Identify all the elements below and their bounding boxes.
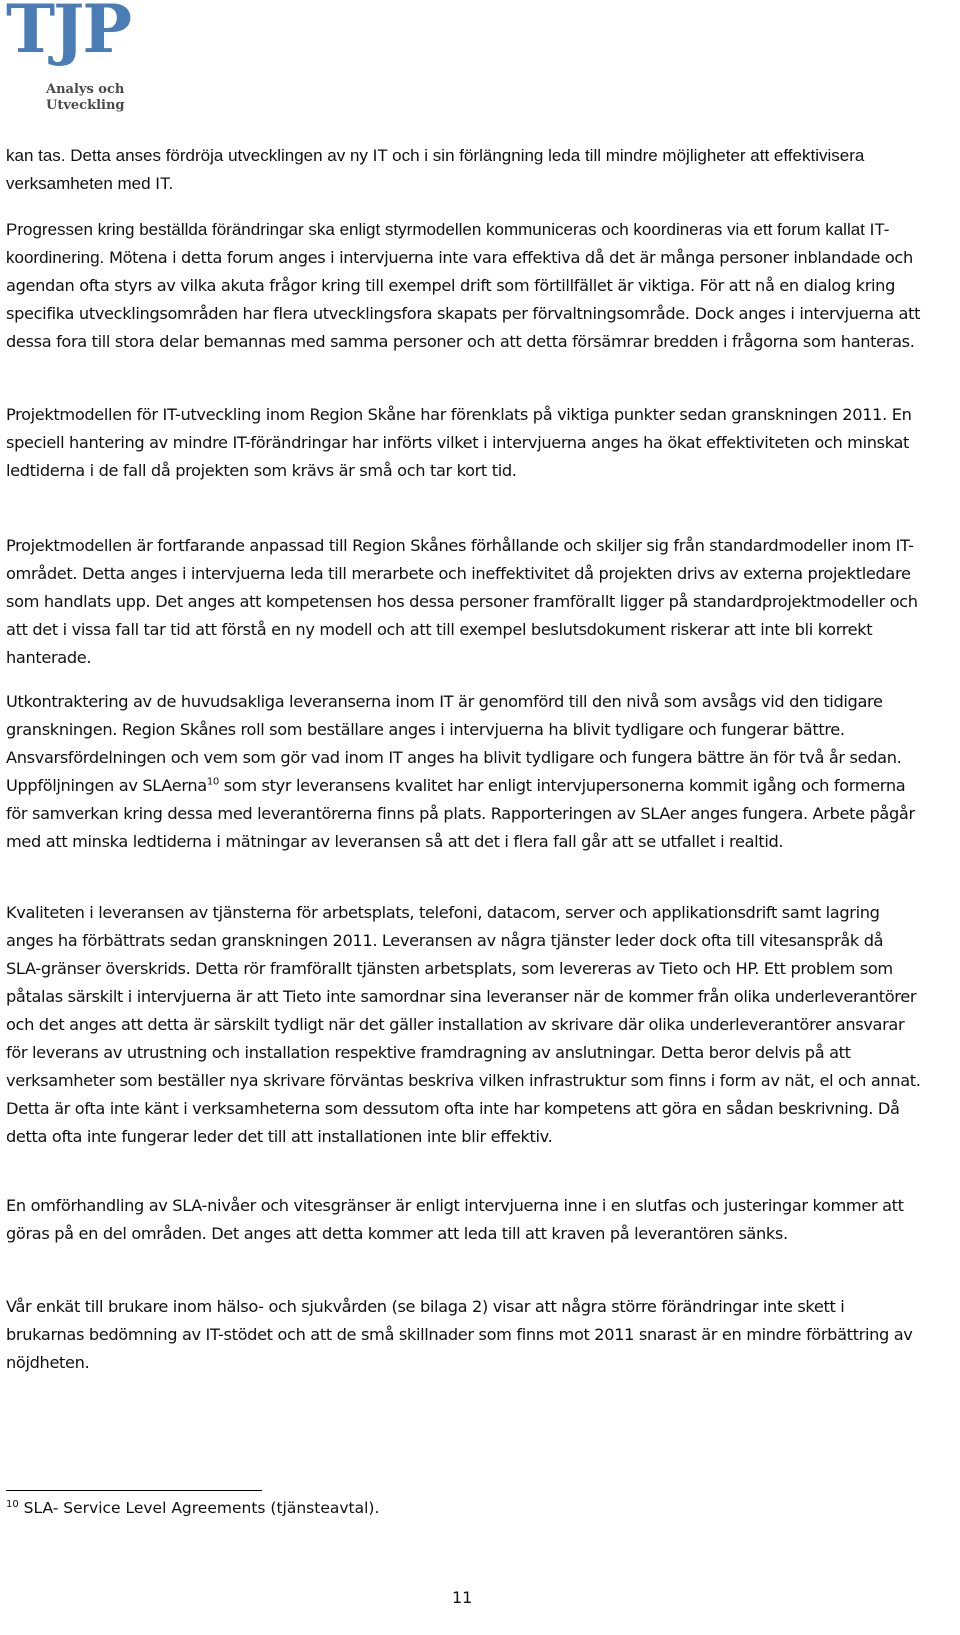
paragraph-7: En omförhandling av SLA-nivåer och vitesgränser är enligt intervjuerna inne i en slutfas och justeringar kommer att göras på en del områden. Det anges att detta kommer att leda till att kraven på leverantören sänks. xyxy=(6,1196,904,1243)
footnote-number: 10 xyxy=(6,1498,19,1510)
footnote xyxy=(6,1499,379,1517)
paragraph-2 xyxy=(6,216,922,356)
footnote-text: SLA- Service Level Agreements (tjänsteavtal). xyxy=(18,1499,380,1517)
logo-subtitle xyxy=(46,82,125,114)
paragraph-1: kan tas. Detta anses fördröja utvecklingen av ny IT och i sin förlängning leda till mindre möjligheter att effektivisera verksamheten med IT. xyxy=(6,146,865,193)
page-number: 11 xyxy=(452,1588,473,1607)
paragraph-4: Projektmodellen är fortfarande anpassad till Region Skånes förhållande och skiljer sig från standardmodeller inom IT-området. Detta anges i intervjuerna leda till merarbete och ineffektivitet då projekten drivs av externa projektledare som handlats upp. Det anges att kompetensen hos dessa personer framförallt ligger på standardprojektmodeller och att det i vissa fall tar tid att förstå en ny modell och att till exempel beslutsdokument riskerar att inte bli korrekt hanterade. xyxy=(6,536,918,667)
logo-brand: TJP xyxy=(6,0,130,68)
paragraph-5-part-a: Utkontraktering av de huvudsakliga leveranserna inom IT är genomförd till den nivå som avsågs vid den tidigare granskningen. Region Skånes roll som beställare anges i intervjuerna ha blivit tydligare och fungerar bättre. Ansvarsfördelningen och vem som gör vad inom IT anges ha blivit tydligare och fungera bättre än för två år sedan. Uppföljningen av SLAerna xyxy=(6,692,902,795)
logo-line-2: Utveckling xyxy=(46,98,125,113)
paragraph-2-part-a: Progressen kring beställda förändringar ska enligt styrmodellen kommuniceras och koordineras via ett forum kallat IT-koordinering. xyxy=(6,220,890,267)
footnote-reference: 10 xyxy=(206,776,219,788)
tjp-logo xyxy=(6,0,130,116)
paragraph-6: Kvaliteten i leveransen av tjänsterna för arbetsplats, telefoni, datacom, server och applikationsdrift samt lagring anges ha förbättrats sedan granskningen 2011. Leveransen av några tjänster leder dock ofta till vitesanspråk då SLA-gränser överskrids. Detta rör framförallt tjänsten arbetsplats, som levereras av Tieto och HP. Ett problem som påtalas särskilt i intervjuerna är att Tieto inte samordnar sina leveranser när de kommer från olika underleverantörer och det anges att detta är särskilt tydligt när det gäller installation av skrivare där olika underleverantörer ansvarar för leverans av utrustning och installation respektive framdragning av anslutningar. Detta beror delvis på att verksamheter som beställer nya skrivare förväntas beskriva vilken infrastruktur som finns i form av nät, el och annat. Detta är ofta inte känt i verksamheterna som dessutom ofta inte har kompetens att göra en sådan beskrivning. Då detta ofta inte fungerar leder det till att installationen inte blir effektiv. xyxy=(6,903,921,1146)
paragraph-2-part-b: Mötena i detta forum anges i intervjuerna inte vara effektiva då det är många personer inblandade och agendan ofta styrs av vilka akuta frågor kring till exempel drift som förtillfället är viktiga. För att nå en dialog kring specifika utvecklingsområden har flera utvecklingsfora skapats per förvaltningsområde. Dock anges i intervjuerna att dessa fora till stora delar bemannas med samma personer och att detta försämrar bredden i frågorna som hanteras. xyxy=(6,248,921,351)
footnote-separator xyxy=(6,1490,262,1491)
paragraph-5-part-b: som styr leveransens kvalitet har enligt intervjupersonerna kommit igång och formerna för samverkan kring dessa med leverantörerna finns på plats. Rapporteringen av SLAer anges fungera. Arbete pågår med att minska ledtiderna i mätningar av leveransen så att det i flera fall går att se utfallet i realtid. xyxy=(6,776,915,851)
paragraph-3: Projektmodellen för IT-utveckling inom Region Skåne har förenklats på viktiga punkter sedan granskningen 2011. En speciell hantering av mindre IT-förändringar har införts vilket i intervjuerna anges ha ökat effektiviteten och minskat ledtiderna i de fall då projekten som krävs är små och tar kort tid. xyxy=(6,405,912,480)
paragraph-8: Vår enkät till brukare inom hälso- och sjukvården (se bilaga 2) visar att några större förändringar inte skett i brukarnas bedömning av IT-stödet och att de små skillnader som finns mot 2011 snarast är en mindre förbättring av nöjdheten. xyxy=(6,1297,913,1372)
logo-line-1: Analys och xyxy=(46,82,125,97)
paragraph-5 xyxy=(6,688,922,856)
